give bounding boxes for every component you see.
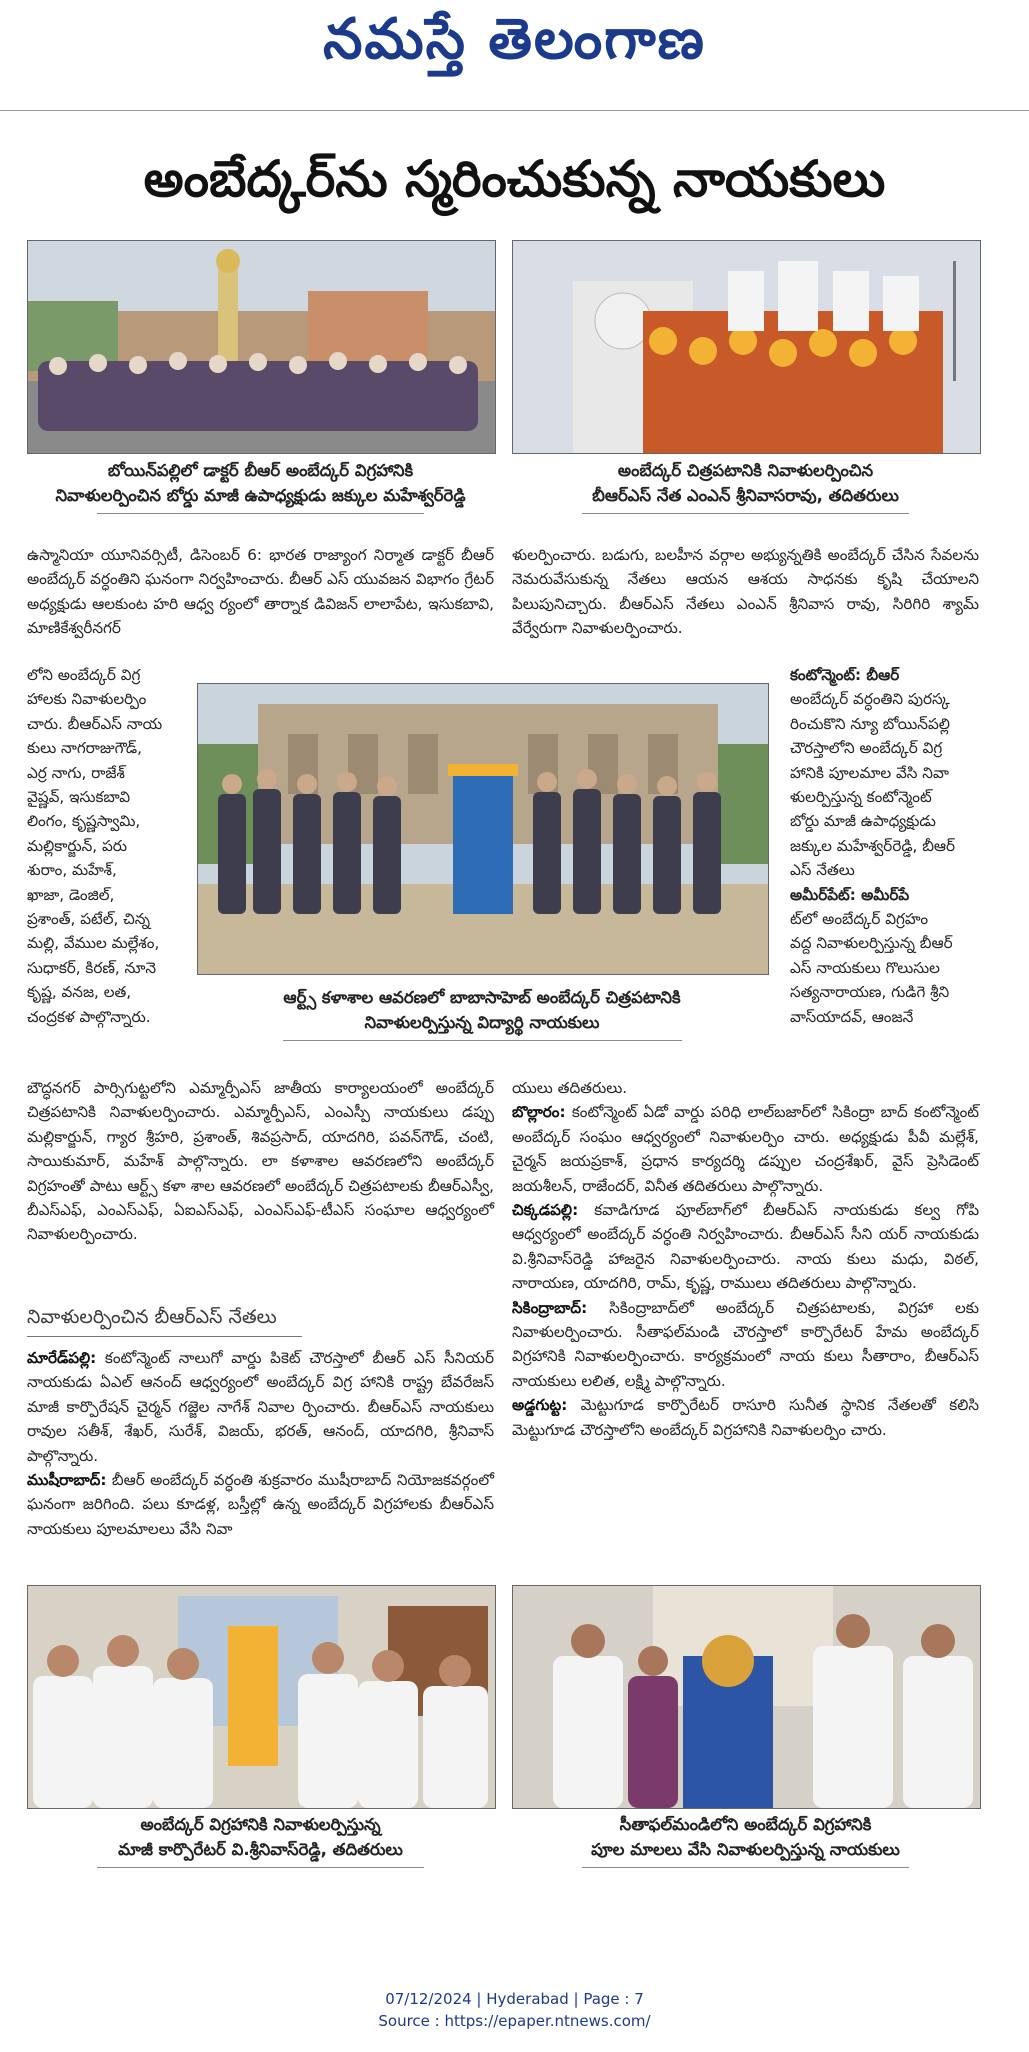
caption-line: నివాళులర్పించిన బోర్డు మాజీ ఉపాధ్యక్షుడు జక్కుల మహేశ్వర్‌రెడ్డి — [55, 486, 466, 505]
section-label: బొల్లారం: — [512, 1103, 566, 1122]
section-label: మారేడ్‌పల్లి: — [27, 1349, 97, 1367]
caption-underline — [97, 1867, 424, 1868]
text-line: ఖాజా, డెంజిల్, — [27, 885, 115, 904]
paragraph: బీఆర్ అంబేద్కర్ వర్ధంతి శుక్రవారం ముషీరాబాద్ నియోజకవర్గంలో ఘనంగా జరిగింది. పలు కూడళ్ల, బస్తీల్లో ఉన్న అంబేద్కర్ విగ్రహాలకు బీఆర్‌ఎస్ నాయకులు పూలమాలలు వేసి నివా — [27, 1471, 494, 1538]
text-line: వైష్ణవ్, ఇసుకబావి — [27, 788, 130, 807]
caption-photo2 — [512, 458, 979, 508]
footer — [0, 1988, 1029, 2032]
text-line: ళులర్పిస్తున్న కంటోన్మెంట్ — [790, 788, 932, 807]
paragraph: కవాడిగూడ పూల్‌బాగ్‌లో బీఆర్‌ఎస్ నాయకుడు కల్వ గోపి ఆధ్వర్యంలో అంబేద్కర్ వర్ధంతి నిర్వహించారు. బీఆర్‌ఎస్ సీని యర్ నాయకుడు వి.శ్రీనివాస్‌రెడ్డి హాజరైన నివాళులర్పించారు. నాయ కులు మధు, విఠల్, నారాయణ, యాదగిరి, రామ్, కృష్ణ, రాములు తదితరులు పాల్గొన్నారు. — [512, 1201, 980, 1293]
caption-line: సీతాఫల్‌మండిలోని అంబేద్కర్ విగ్రహానికి — [619, 1815, 872, 1834]
paragraph: ఉస్మానియా యూనివర్సిటీ, డిసెంబర్ 6: భారత రాజ్యాంగ నిర్మాత డాక్టర్ బీఆర్ అంబేద్కర్ వర్ధంతిని ఘనంగా నిర్వహించారు. బీఆర్ ఎస్ యువజన విభాగం గ్రేటర్ అధ్యక్షుడు ఆలకుంట హరి ఆధ్వ ర్యంలో తార్నాక డివిజన్ లాలాపేట, ఇసుకబావి, మాణికేశ్వరీనగర్ — [27, 546, 494, 638]
masthead-rule — [0, 110, 1029, 111]
text-line: అంబేద్కర్ వర్ధంతిని పురస్క — [790, 690, 950, 709]
text-line: కంటోన్మెంట్: బీఆర్ — [790, 666, 900, 684]
article-left-subsections — [27, 1346, 494, 1541]
photo-sitaphalmandi — [512, 1585, 981, 1809]
text-line: హానికి పూలమాల వేసి నివా — [790, 763, 949, 782]
text-line: సుధాకర్, కిరణ్, నూనె — [27, 958, 157, 977]
caption-line: ఆర్ట్స్ కళాశాల ఆవరణలో బాబాసాహెబ్ అంబేద్కర్ చిత్రపటానికి — [283, 988, 681, 1007]
text-line: హాలకు నివాళులర్పిం — [27, 690, 147, 709]
photo-mn-srinivasarao — [512, 240, 981, 454]
text-line: మల్లికార్జున్, పరు — [27, 836, 128, 855]
section-label: చిక్కడపల్లి: — [512, 1201, 579, 1220]
caption-photo4 — [27, 1812, 494, 1862]
article-left-bottom — [27, 1076, 494, 1247]
paragraph: బౌద్ధనగర్ పార్సిగుట్టలోని ఎమ్మార్పీఎస్ జాతీయ కార్యాలయంలో అంబేద్కర్ చిత్రపటానికి నివాళులర్పించారు. ఎమ్మార్పీఎస్, ఎంఎస్పీ నాయకులు డప్పు మల్లికార్జున్, గ్యార శ్రీహరి, ప్రశాంత్, శివప్రసాద్, యాదగిరి, పవన్‌గౌడ్, చంటి, సాయికుమార్, మహేశ్ పాల్గొన్నారు. లా కళాశాల ఆవరణలోని అంబేద్కర్ విగ్రహంతో పాటు ఆర్ట్స్ కళా శాల ఆవరణలో అంబేద్కర్ చిత్రపటాలకు బీఆర్‌ఎస్వీ, బీఎస్‌ఎఫ్, ఎంఎస్‌ఎఫ్, ఏఐఎస్‌ఎఫ్, ఎంఎస్‌ఎఫ్-టీఎస్ సంఘాల ఆధ్వర్యంలో నివాళులర్పించారు. — [27, 1079, 494, 1244]
text-line: ఎర్ర నాగు, రాజేశ్ — [27, 763, 125, 782]
text-line: జక్కుల మహేశ్వర్‌రెడ్డి, బీఆర్ — [790, 836, 956, 855]
section-label: ముషీరాబాద్: — [27, 1471, 107, 1490]
paragraph: యులు తదితరులు. — [512, 1079, 628, 1097]
text-line: ఎస్ నేతలు — [790, 861, 855, 880]
subheading — [27, 1306, 302, 1333]
caption-line: బీఆర్‌ఎస్ నేత ఎంఎన్ శ్రీనివాసరావు, తదితరులు — [592, 486, 899, 505]
text-line: చారు. బీఆర్‌ఎస్ నాయ — [27, 714, 163, 733]
caption-line: అంబేద్కర్ విగ్రహానికి నివాళులర్పిస్తున్న — [140, 1815, 381, 1834]
footer-source-line: Source : https://epaper.ntnews.com/ — [378, 2012, 651, 2030]
text-line: కులు నాగరాజుగౌడ్, — [27, 739, 142, 758]
text-line: చంద్రకళ పాల్గొన్నారు. — [27, 1007, 151, 1026]
caption-underline — [582, 1867, 909, 1868]
paragraph: సికింద్రాబాద్‌లో అంబేద్కర్ చిత్రపటాలకు, విగ్రహా లకు నివాళులర్పించారు. సీతాఫల్‌మండి చౌరస్తాలో కార్పొరేటర్ హేమ అంబేద్కర్ విగ్రహానికి నివాళులర్పించారు. కార్యక్రమంలో నాయ కులు సీతారాం, బీఆర్‌ఎస్ నాయకులు లలిత, లక్ష్మి పాల్గొన్నారు. — [512, 1298, 979, 1390]
text-line: ఎస్ నాయకులు గొలుసుల — [790, 958, 940, 977]
paragraph: కంటోన్మెంట్ ఏడో వార్డు పరిధి లాల్‌బజార్‌లో సికింద్రా బాద్ కంటోన్మెంట్ అంబేద్కర్ సంఘం ఆధ్వర్యంలో నివాళులర్పిం చారు. అధ్యక్షుడు పీవీ మల్లేశ్, చైర్మన్ జయప్రకాశ్, ప్రధాన కార్యదర్శి డప్పుల చంద్రశేఖర్, వైస్ ప్రెసిడెంట్ జయశీలన్, రాజేందర్, వినీత తదితరులు పాల్గొన్నారు. — [512, 1103, 979, 1195]
text-line: రించుకొని న్యూ బోయిన్‌పల్లి — [790, 714, 950, 733]
text-line: ట్‌లో అంబేద్కర్ విగ్రహం — [790, 910, 929, 929]
section-label: సికింద్రాబాద్: — [512, 1298, 588, 1317]
caption-line: మాజీ కార్పొరేటర్ వి.శ్రీనివాస్‌రెడ్డి, తదితరులు — [118, 1840, 403, 1859]
caption-line: పూల మాలలు వేసి నివాళులర్పిస్తున్న నాయకులు — [591, 1840, 900, 1859]
article-right-bottom — [512, 1076, 979, 1442]
headline: అంబేద్కర్‌ను స్మరించుకున్న నాయకులు — [143, 150, 886, 208]
text-line: లోని అంబేద్కర్ విగ్ర — [27, 666, 141, 684]
text-line: బోర్డు మాజీ ఉపాధ్యక్షుడు — [790, 812, 936, 831]
paragraph: కంటోన్మెంట్ నాలుగో వార్డు పికెట్ చౌరస్తాలో బీఆర్ ఎస్ సీనియర్ నాయకుడు ఏఎల్ ఆనంద్ ఆధ్వర్యంలో అంబేద్కర్ విగ్ర హానికి రాష్ట్ర బేవరేజస్ మాజీ కార్పొరేషన్ చైర్మన్ గజ్జెల నాగేశ్ నివాల ర్పించారు. బీఆర్‌ఎస్ నాయకులు రావుల సతీశ్, శేఖర్, సురేశ్, విజయ్, భరత్, ఆనంద్, యాదగిరి, శ్రీనివాస్ పాల్గొన్నారు. — [27, 1349, 495, 1465]
caption-photo3 — [197, 985, 767, 1035]
subheading-rule — [27, 1336, 302, 1337]
text-line: సత్యనారాయణ, గుడిగె శ్రీని — [790, 983, 950, 1002]
photo-srinivas-reddy — [27, 1585, 496, 1809]
text-line: వాస్‌యాదవ్, ఆంజనే — [790, 1007, 914, 1026]
article-right-narrow — [790, 663, 990, 1029]
text-line: వద్ద నివాళులర్పిస్తున్న బీఆర్ — [790, 934, 953, 953]
text-line: శురాం, మహేశ్, — [27, 861, 117, 880]
paragraph: ళులర్పించారు. బడుగు, బలహీన వర్గాల అభ్యున్నతికి అంబేద్కర్ చేసిన సేవలను నెమరువేసుకున్న నేతలు ఆయన ఆశయ సాధనకు కృషి చేయాలని పిలుపునిచ్చారు. బీఆర్‌ఎస్ నేతలు ఎంఎన్ శ్రీనివాస రావు, సిరిగిరి శ్యామ్ వేర్వేరుగా నివాళులర్పించారు. — [512, 546, 979, 638]
footer-date-line: 07/12/2024 | Hyderabad | Page : 7 — [385, 1990, 644, 2008]
text-line: ప్రశాంత్, పటేల్, చిన్న — [27, 910, 150, 929]
caption-underline — [283, 1040, 682, 1041]
text-line: కృష్ణ, వనజ, లత, — [27, 983, 132, 1002]
photo-arts-college — [197, 683, 769, 975]
caption-underline — [582, 513, 909, 514]
caption-photo5 — [512, 1812, 979, 1862]
article-continuation — [512, 543, 979, 641]
caption-line: అంబేద్కర్ చిత్రపటానికి నివాళులర్పించిన — [617, 461, 874, 480]
masthead — [0, 0, 1029, 110]
text-line: మల్లి, వేముల మల్లేశం, — [27, 934, 160, 953]
caption-underline — [97, 513, 424, 514]
article-intro — [27, 543, 494, 641]
photo-boinpally-statue — [27, 240, 496, 454]
caption-line: బోయిన్‌పల్లిలో డాక్టర్ బీఆర్ అంబేద్కర్ విగ్రహానికి — [107, 461, 414, 480]
paragraph: మెట్టుగూడ కార్పొరేటర్ రాసూరి సునీత స్థానిక నేతలతో కలిసి మెట్టుగూడ చౌరస్తాలోని అంబేద్కర్ విగ్రహానికి నివాళులర్పిం చారు. — [512, 1396, 980, 1439]
text-line: లింగం, కృష్ణస్వామి, — [27, 812, 141, 831]
article-left-narrow — [27, 663, 197, 1029]
text-line: అమీర్‌పేట్: అమీర్‌పే — [790, 885, 910, 904]
text-line: చౌరస్తాలోని అంబేద్కర్ విగ్ర — [790, 739, 943, 758]
caption-photo1 — [27, 458, 494, 508]
newspaper-logo: నమస్తే తెలంగాణ — [323, 6, 706, 72]
section-label: అడ్డగుట్ట: — [512, 1396, 568, 1415]
subheading-text: నివాళులర్పించిన బీఆర్‌ఎస్ నేతలు — [27, 1306, 277, 1328]
caption-line: నివాళులర్పిస్తున్న విద్యార్థి నాయకులు — [364, 1013, 600, 1032]
